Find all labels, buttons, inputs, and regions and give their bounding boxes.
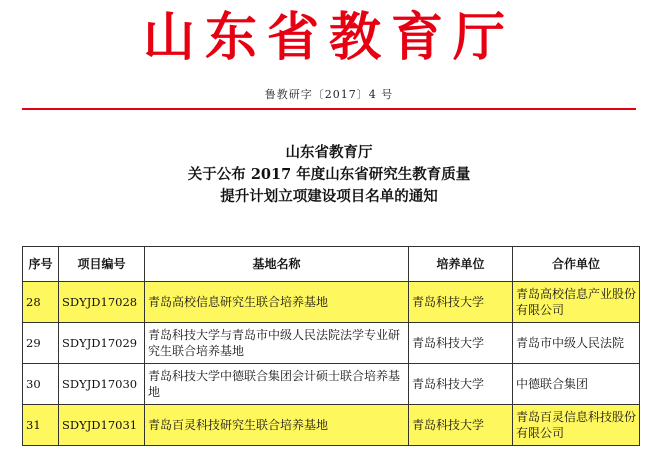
cell-seq: 31 <box>23 405 59 446</box>
cell-unit: 青岛科技大学 <box>409 364 513 405</box>
cell-code: SDYJD17030 <box>59 364 145 405</box>
header-unit: 培养单位 <box>409 247 513 282</box>
title-line-issuer: 山东省教育厅 <box>285 144 373 161</box>
table-row <box>23 405 640 446</box>
table-row <box>23 282 640 323</box>
title-line-subject: 关于公布 2017 年度山东省研究生教育质量 <box>187 166 471 183</box>
cell-partner: 中德联合集团 <box>513 364 640 405</box>
letterhead-title: 山东省教育厅 <box>142 8 515 68</box>
cell-unit: 青岛科技大学 <box>409 323 513 364</box>
cell-seq: 30 <box>23 364 59 405</box>
title-line-subject-cont: 提升计划立项建设项目名单的通知 <box>220 188 438 205</box>
table-header-row <box>23 247 640 282</box>
cell-code: SDYJD17028 <box>59 282 145 323</box>
document-number: 鲁教研字〔2017〕4 号 <box>264 88 394 101</box>
cell-partner: 青岛市中级人民法院 <box>513 323 640 364</box>
cell-code: SDYJD17031 <box>59 405 145 446</box>
cell-base: 青岛科技大学与青岛市中级人民法院法学专业研究生联合培养基地 <box>145 323 409 364</box>
notice-title <box>0 142 658 208</box>
cell-seq: 28 <box>23 282 59 323</box>
cell-partner: 青岛百灵信息科技股份有限公司 <box>513 405 640 446</box>
cell-code: SDYJD17029 <box>59 323 145 364</box>
header-partner: 合作单位 <box>513 247 640 282</box>
cell-partner: 青岛高校信息产业股份有限公司 <box>513 282 640 323</box>
cell-unit: 青岛科技大学 <box>409 282 513 323</box>
red-divider <box>22 108 636 110</box>
project-table <box>22 246 640 446</box>
cell-base: 青岛高校信息研究生联合培养基地 <box>145 282 409 323</box>
header-code: 项目编号 <box>59 247 145 282</box>
header-base: 基地名称 <box>145 247 409 282</box>
cell-base: 青岛科技大学中德联合集团会计硕士联合培养基地 <box>145 364 409 405</box>
table-row <box>23 364 640 405</box>
header-seq: 序号 <box>23 247 59 282</box>
table-row <box>23 323 640 364</box>
cell-seq: 29 <box>23 323 59 364</box>
cell-base: 青岛百灵科技研究生联合培养基地 <box>145 405 409 446</box>
cell-unit: 青岛科技大学 <box>409 405 513 446</box>
